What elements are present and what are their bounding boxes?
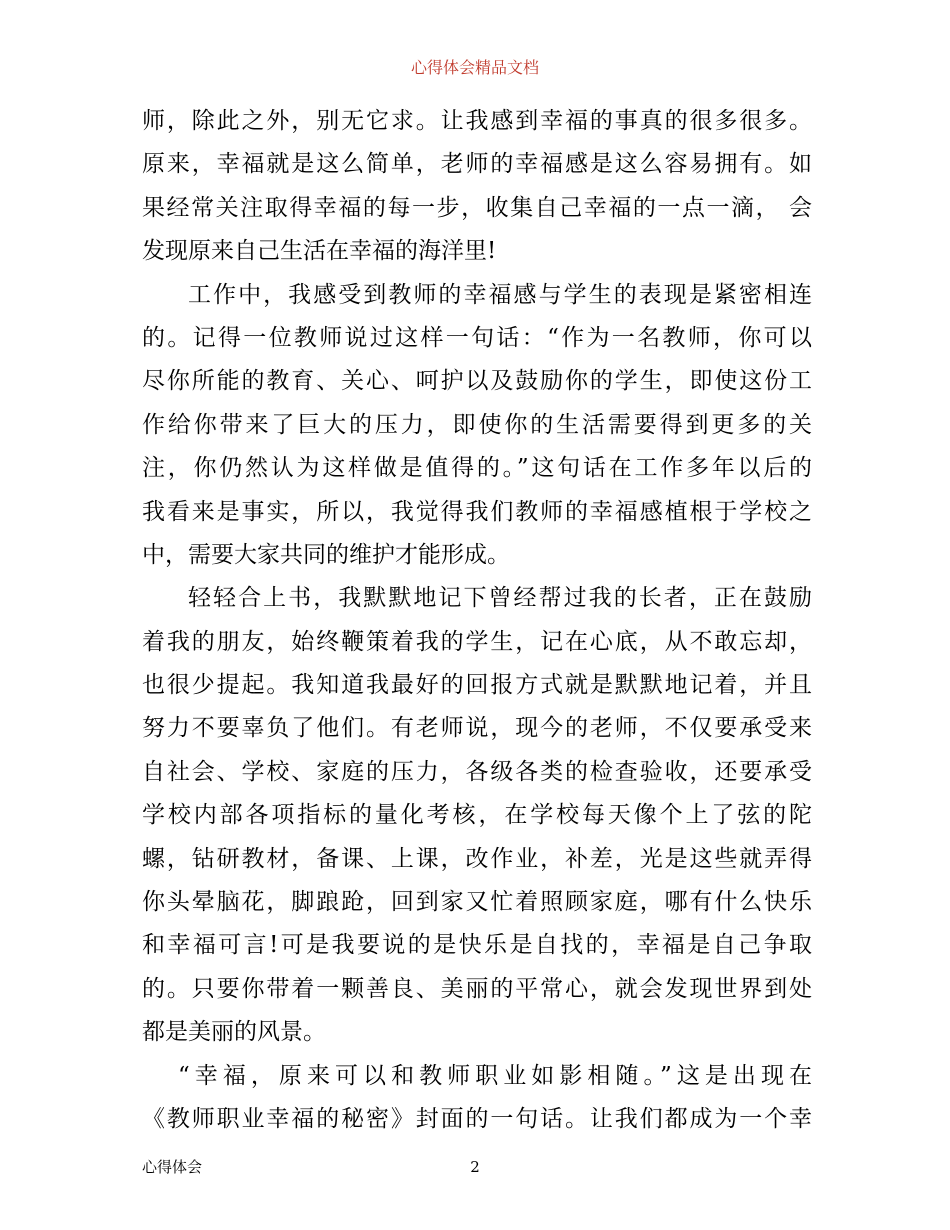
text-line: 作给你带来了巨大的压力，即使你的生活需要得到更多的关 <box>142 411 812 438</box>
text-line: 师，除此之外，别无它求。让我感到幸福的事真的很多很多。 <box>142 108 812 134</box>
page-header-title: 心得体会精品文档 <box>410 58 539 77</box>
page-number: 2 <box>470 1158 480 1176</box>
text-line: 和幸福可言!可是我要说的是快乐是自找的，幸福是自己争取 <box>142 932 812 959</box>
text-line: 螺，钻研教材，备课、上课，改作业，补差，光是这些就弄得 <box>142 845 812 872</box>
text-line: 学校内部各项指标的量化考核，在学校每天像个上了弦的陀 <box>142 802 812 829</box>
text-line: 自社会、学校、家庭的压力，各级各类的检查验收，还要承受 <box>142 758 812 785</box>
text-line: 努力不要辜负了他们。有老师说，现今的老师，不仅要承受来 <box>142 715 812 742</box>
text-line: 轻轻合上书，我默默地记下曾经帮过我的长者，正在鼓励 <box>188 585 812 612</box>
text-line: 发现原来自己生活在幸福的海洋里! <box>142 238 497 265</box>
text-line: 果经常关注取得幸福的每一步，收集自己幸福的一点一滴， 会 <box>142 194 812 221</box>
text-line: “幸福，原来可以和教师职业如影相随。”这是出现在 <box>178 1062 812 1089</box>
text-line: 工作中，我感受到教师的幸福感与学生的表现是紧密相连 <box>188 281 812 308</box>
text-line: 中，需要大家共同的维护才能形成。 <box>142 541 510 568</box>
text-line: 着我的朋友，始终鞭策着我的学生，记在心底，从不敢忘却， <box>142 628 812 655</box>
text-line: 尽你所能的教育、关心、呵护以及鼓励你的学生，即使这份工 <box>142 368 812 395</box>
text-line: 的。记得一位教师说过这样一句话：“作为一名教师，你可以 <box>142 324 812 351</box>
text-line: 的。只要你带着一颗善良、美丽的平常心，就会发现世界到处 <box>142 975 812 1002</box>
document-body <box>142 100 812 1141</box>
text-line: 都是美丽的风景。 <box>142 1019 326 1046</box>
text-line: 原来，幸福就是这么简单，老师的幸福感是这么容易拥有。如 <box>142 151 812 178</box>
text-line: 也很少提起。我知道我最好的回报方式就是默默地记着，并且 <box>142 672 812 699</box>
text-line: 《教师职业幸福的秘密》封面的一句话。让我们都成为一个幸 <box>142 1105 812 1132</box>
text-line: 你头晕脑花，脚踉跄，回到家又忙着照顾家庭，哪有什么快乐 <box>142 889 812 916</box>
page-footer-label: 心得体会 <box>142 1158 203 1176</box>
text-line: 我看来是事实，所以，我觉得我们教师的幸福感植根于学校之 <box>142 498 812 525</box>
text-line: 注，你仍然认为这样做是值得的。”这句话在工作多年以后的 <box>142 455 812 482</box>
